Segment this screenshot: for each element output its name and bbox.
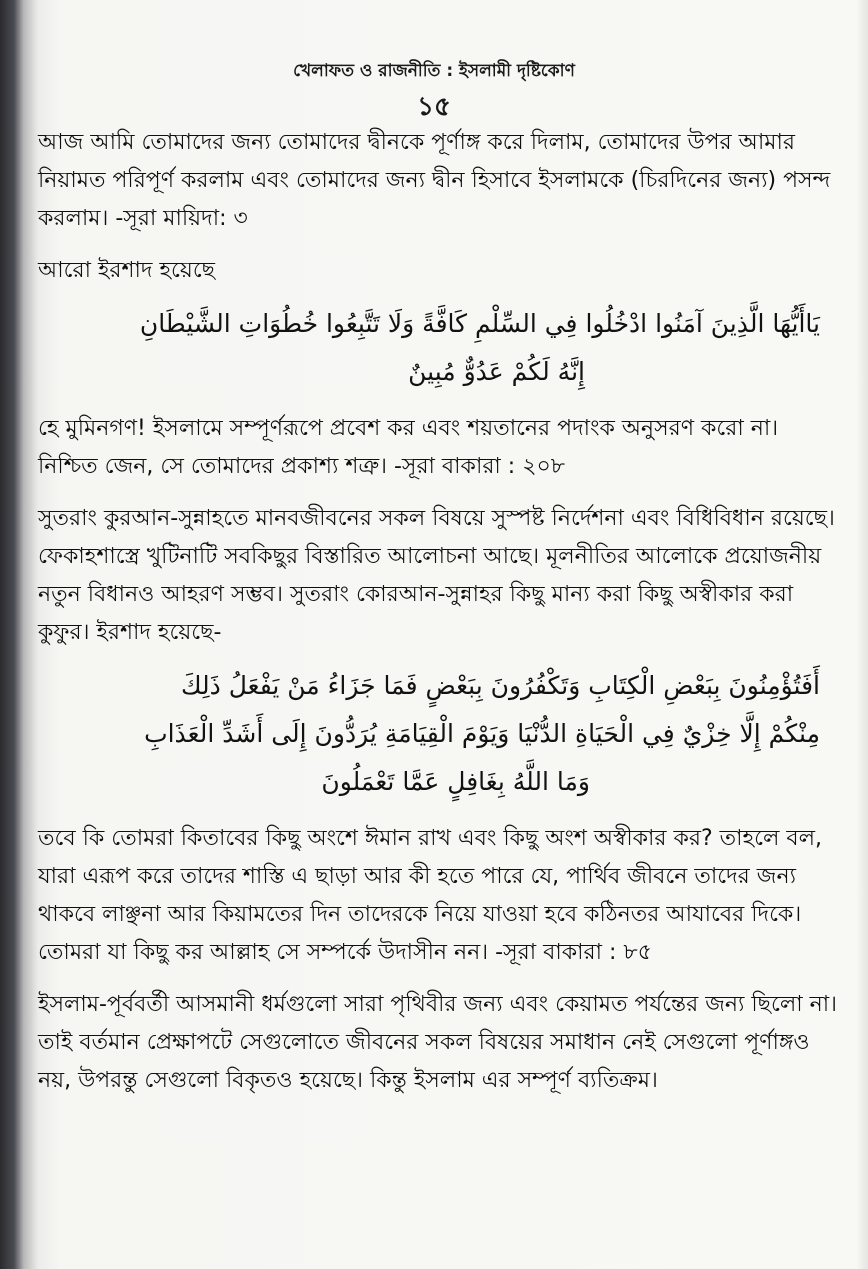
paragraph-2: আরো ইরশাদ হয়েছে — [38, 258, 215, 283]
arabic-verse-1-line-2: إِنَّهُ لَكُمْ عَدُوٌّ مُبِينٌ — [408, 357, 585, 386]
page-body — [38, 124, 838, 1100]
paragraph-4: সুতরাং কুরআন-সুন্নাহতে মানবজীবনের সকল বিষয়ে সুস্পষ্ট নির্দেশনা এবং বিধিবিধান রয়েছে। ফেকাহশাস্ত্রে খুটিনাটি সবকিছুর বিস্তারিত আলোচনা আছে। মূলনীতির আলোকে প্রয়োজনীয় নতুন বিধানও আহরণ সম্ভব। সুতরাং কোরআন-সুন্নাহর কিছু মান্য করা কিছু অস্বীকার করা কুফুর। ইরশাদ হয়েছে- — [38, 506, 835, 645]
paragraph-3: হে মুমিনগণ! ইসলামে সম্পূর্ণরূপে প্রবেশ কর এবং শয়তানের পদাংক অনুসরণ করো না। নিশ্চিত জেন, সে তোমাদের প্রকাশ্য শত্রু। -সূরা বাকারা : ২০৮ — [38, 416, 779, 479]
arabic-verse-1 — [38, 300, 838, 396]
page-number: ১৫ — [417, 92, 451, 122]
paragraph-6: ইসলাম-পূর্ববর্তী আসমানী ধর্মগুলো সারা পৃথিবীর জন্য এবং কেয়ামত পর্যন্তের জন্য ছিলো না। তাই বর্তমান প্রেক্ষাপটে সেগুলোতে জীবনের সকল বিষয়ের সমাধান নেই সেগুলো পূর্ণাঙ্গও নয়, উপরন্তু সেগুলো বিকৃতও হয়েছে। কিন্তু ইসলাম এর সম্পূর্ণ ব্যতিক্রম। — [38, 992, 837, 1093]
arabic-verse-2 — [38, 662, 838, 806]
page-edge-shadow — [856, 0, 868, 1269]
arabic-verse-2-line-3: وَمَا اللَّهُ بِغَافِلٍ عَمَّا تَعْمَلُونَ — [321, 767, 590, 796]
arabic-verse-2-line-2: مِنْكُمْ إِلَّا خِزْيٌ فِي الْحَيَاةِ الدُّنْيَا وَيَوْمَ الْقِيَامَةِ يُرَدُّونَ إِلَى أَشَدِّ الْعَذَابِ — [144, 719, 820, 748]
arabic-verse-1-line-1: يَاأَيُّهَا الَّذِينَ آمَنُوا ادْخُلُوا فِي السِّلْمِ كَافَّةً وَلَا تَتَّبِعُوا خُطُوَاتِ الشَّيْطَانِ — [139, 309, 820, 338]
paragraph-1: আজ আমি তোমাদের জন্য তোমাদের দ্বীনকে পূর্ণাঙ্গ করে দিলাম, তোমাদের উপর আমার নিয়ামত পরিপূর্ণ করলাম এবং তোমাদের জন্য দ্বীন হিসাবে ইসলামকে (চিরদিনের জন্য) পসন্দ করলাম। -সূরা মায়িদা: ৩ — [38, 130, 831, 231]
running-header: খেলাফত ও রাজনীতি : ইসলামী দৃষ্টিকোণ — [293, 61, 575, 81]
arabic-verse-2-line-1: أَفَتُؤْمِنُونَ بِبَعْضِ الْكِتَابِ وَتَكْفُرُونَ بِبَعْضٍ فَمَا جَزَاءُ مَنْ يَفْعَلُ ذَلِكَ — [180, 671, 820, 700]
paragraph-5: তবে কি তোমরা কিতাবের কিছু অংশে ঈমান রাখ এবং কিছু অংশ অস্বীকার কর? তাহলে বল, যারা এরূপ করে তাদের শাস্তি এ ছাড়া আর কী হতে পারে যে, পার্থিব জীবনে তাদের জন্য থাকবে লাঞ্ছনা আর কিয়ামতের দিন তাদেরকে নিয়ে যাওয়া হবে কঠিনতর আযাবের দিকে। তোমরা যা কিছু কর আল্লাহ সে সম্পর্কে উদাসীন নন। -সূরা বাকারা : ৮৫ — [38, 826, 822, 965]
